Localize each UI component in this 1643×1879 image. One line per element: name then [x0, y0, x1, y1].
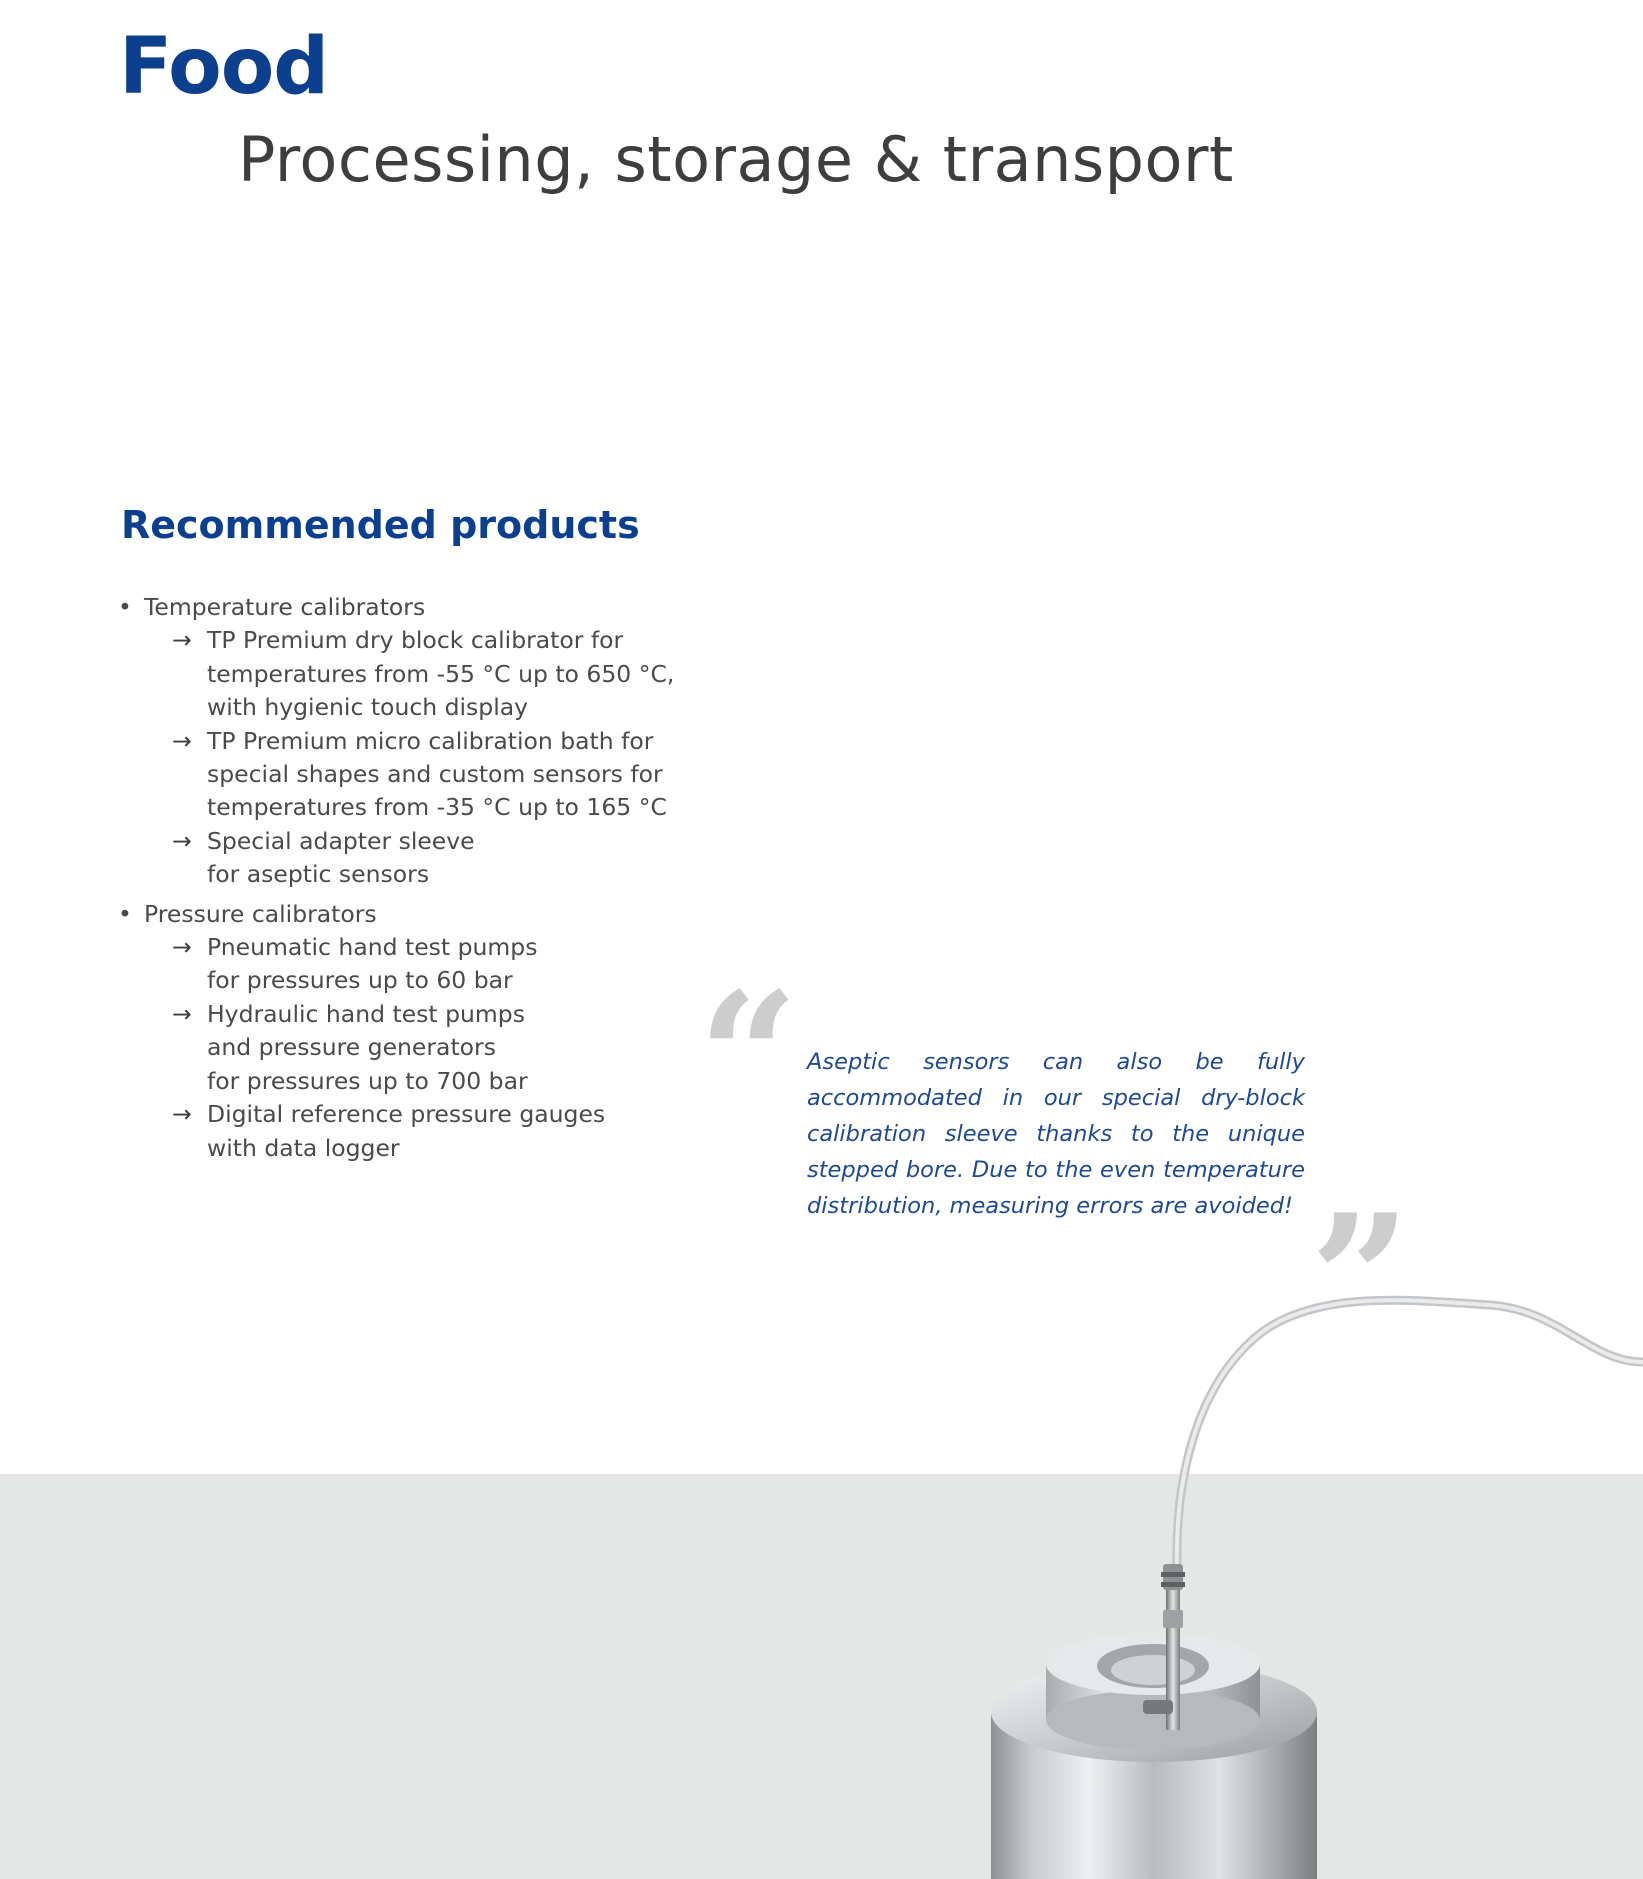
page-subtitle: Processing, storage & transport: [238, 123, 1234, 196]
category-label: Temperature calibrators: [144, 593, 426, 621]
product-item-text: Pneumatic hand test pumps for pressures up to 60 bar: [207, 933, 538, 995]
product-item-text: TP Premium dry block calibrator for temperatures from -55 °C up to 650 °C, with hygienic touch display: [207, 626, 675, 722]
arrow-right-icon: →: [172, 726, 192, 755]
quote-text: Aseptic sensors can also be fully accommodated in our special dry-block calibration sleeve thanks to the unique stepped bore. Due to the even temperature distribution, measuring errors are avoided!: [807, 1049, 1305, 1219]
recommended-products-heading: Recommended products: [121, 503, 640, 547]
product-item-text: Special adapter sleeve for aseptic sensors: [207, 826, 475, 889]
arrow-right-icon: →: [172, 933, 192, 962]
arrow-right-icon: →: [172, 999, 192, 1028]
bullet-icon: •: [118, 593, 132, 621]
arrow-right-icon: →: [172, 826, 192, 855]
product-item-text: Hydraulic hand test pumps and pressure generators for pressures up to 700 bar: [207, 999, 528, 1095]
page-title: Food: [119, 22, 329, 112]
bullet-icon: •: [118, 899, 132, 928]
product-item-text: TP Premium micro calibration bath for special shapes and custom sensors for temperatures from -35 °C up to 165 °C: [207, 726, 667, 822]
product-item-text: Digital reference pressure gauges with data logger: [207, 1100, 606, 1162]
arrow-right-icon: →: [172, 1100, 192, 1129]
quote-open-mark: “: [698, 955, 799, 1160]
arrow-right-icon: →: [172, 626, 192, 655]
quote-close-mark: ”: [1310, 1177, 1411, 1382]
category-label: Pressure calibrators: [144, 899, 377, 928]
